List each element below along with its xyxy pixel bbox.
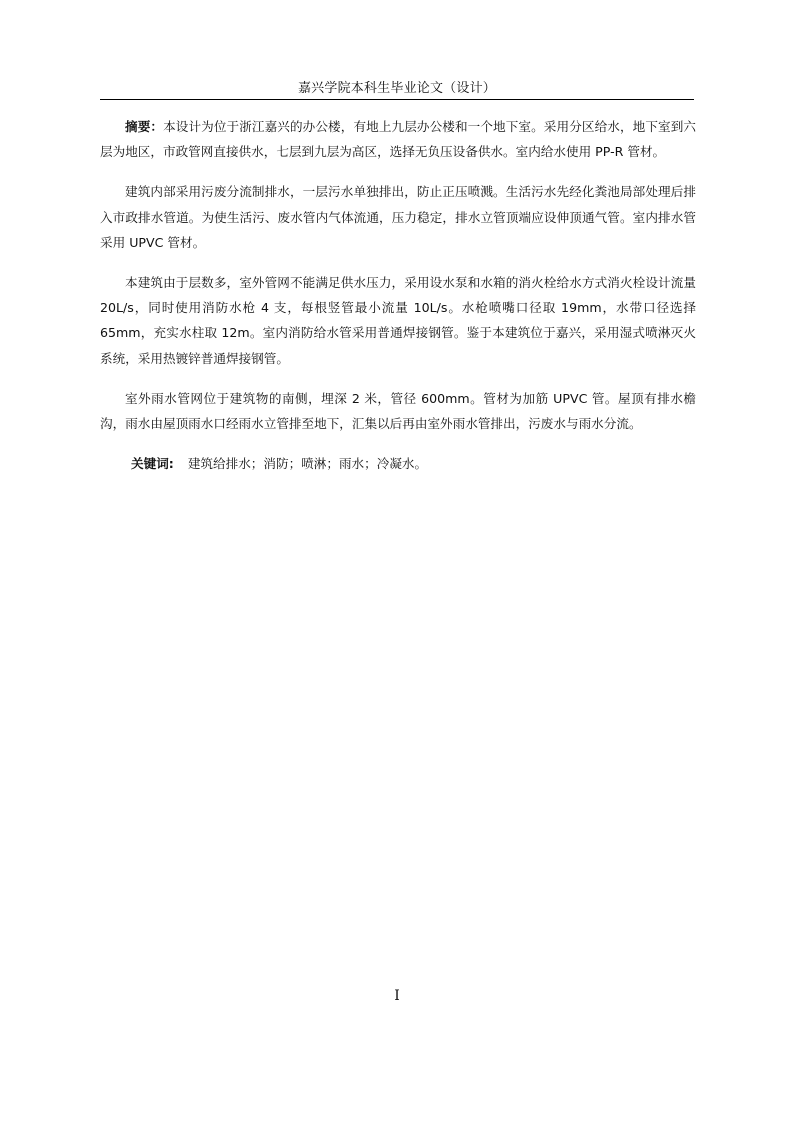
page-number: I [394, 988, 400, 1004]
keywords-label: 关键词: [131, 456, 174, 472]
abstract-paragraph-1 [100, 114, 696, 164]
abstract-paragraph-3: 本建筑由于层数多，室外管网不能满足供水压力，采用设水泵和水箱的消火栓给水方式消火栓设计流量 20L/s，同时使用消防水枪 4 支，每根竖管最小流量 10L/s。水枪喷嘴口径取 19mm，水带口径选择 65mm，充实水柱取 12m。室内消防给水管采用普通焊接钢管。鉴于本建筑位于嘉兴，采用湿式喷淋灭火系统，采用热镀锌普通焊接钢管。 [100, 275, 696, 366]
header-divider [100, 99, 694, 100]
abstract-label: 摘要： [125, 119, 164, 134]
abstract-paragraph-4: 室外雨水管网位于建筑物的南侧，埋深 2 米，管径 600mm。管材为加筋 UPVC 管。屋顶有排水檐沟，雨水由屋顶雨水口经雨水立管排至地下，汇集以后再由室外雨水管排出，污废水与雨水分流。 [100, 390, 696, 432]
abstract-body [100, 114, 696, 476]
page-header-title: 嘉兴学院本科生毕业论文（设计） [297, 81, 496, 96]
keywords-text: 建筑给排水；消防；喷淋；雨水；冷凝水。 [187, 456, 428, 472]
keywords-line [100, 451, 696, 476]
abstract-paragraph-2: 建筑内部采用污废分流制排水，一层污水单独排出，防止正压喷溅。生活污水先经化粪池局部处理后排入市政排水管道。为使生活污、废水管内气体流通，压力稳定，排水立管顶端应设伸顶通气管。室内排水管采用 UPVC 管材。 [100, 184, 696, 250]
abstract-paragraph-1-text: 本设计为位于浙江嘉兴的办公楼，有地上九层办公楼和一个地下室。采用分区给水，地下室到六层为地区，市政管网直接供水，七层到九层为高区，选择无负压设备供水。室内给水使用 PP-R 管材。 [100, 119, 697, 160]
